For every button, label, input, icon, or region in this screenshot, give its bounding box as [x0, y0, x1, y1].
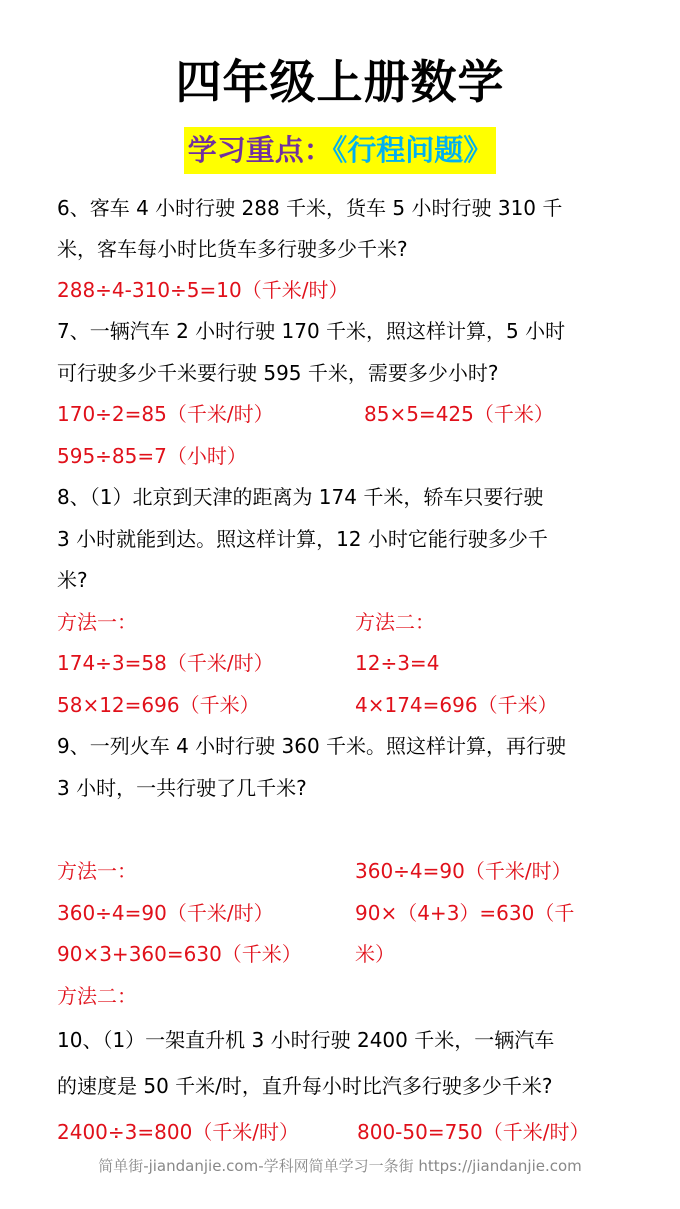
q8-text-line-1: 8、（1）北京到天津的距离为 174 千米，轿车只要行驶 [57, 485, 544, 509]
subtitle-highlight [184, 127, 497, 174]
q8-text-line-3: 米? [57, 568, 88, 592]
q9-method-1-step-2: 90×3+360=630（千米） [57, 942, 302, 966]
q7-answer-step-3: 595÷85=7（小时） [57, 444, 247, 468]
q9-method-1-step-1: 360÷4=90（千米/时） [57, 901, 274, 925]
q8-method-1-step-2: 58×12=696（千米） [57, 693, 260, 717]
q9-right-step-2: 90×（4+3）=630（千 [355, 901, 575, 925]
q9-right-step-1: 360÷4=90（千米/时） [355, 859, 572, 883]
q9-method-1-label: 方法一： [57, 859, 137, 883]
subtitle-label: 学习重点： [187, 133, 333, 167]
q10-text-line-1: 10、（1）一架直升机 3 小时行驶 2400 千米，一辆汽车 [57, 1028, 555, 1052]
q10-answer-step-1: 2400÷3=800（千米/时） [57, 1120, 300, 1144]
q8-method-1-step-1: 174÷3=58（千米/时） [57, 651, 274, 675]
q10-answer-step-2: 800-50=750（千米/时） [357, 1120, 590, 1144]
q9-right-step-3: 米） [355, 942, 395, 966]
footer-watermark: 简单街-jiandanjie.com-学科网简单学习一条街 https://jiandanjie.com [98, 1157, 582, 1175]
q8-method-1-label: 方法一： [57, 610, 137, 634]
subtitle-topic: 《行程问题》 [332, 133, 493, 167]
q7-answer-step-1: 170÷2=85（千米/时） [57, 402, 274, 426]
q10-text-line-2: 的速度是 50 千米/时，直升每小时比汽多行驶多少千米? [57, 1074, 553, 1098]
q6-text-line-1: 6、客车 4 小时行驶 288 千米，货车 5 小时行驶 310 千 [57, 196, 563, 220]
q7-text-line-2: 可行驶多少千米要行驶 595 千米，需要多少小时? [57, 361, 499, 385]
q9-text-line-2: 3 小时，一共行驶了几千米? [57, 776, 307, 800]
q6-text-line-2: 米，客车每小时比货车多行驶多少千米? [57, 237, 408, 261]
q6-answer: 288÷4-310÷5=10（千米/时） [57, 278, 349, 302]
page-title: 四年级上册数学 [175, 55, 505, 109]
q8-text-line-2: 3 小时就能到达。照这样计算，12 小时它能行驶多少千 [57, 527, 548, 551]
q7-text-line-1: 7、一辆汽车 2 小时行驶 170 千米，照这样计算，5 小时 [57, 319, 566, 343]
q9-text-line-1: 9、一列火车 4 小时行驶 360 千米。照这样计算，再行驶 [57, 734, 567, 758]
q8-method-2-step-2: 4×174=696（千米） [355, 693, 558, 717]
q7-answer-step-2: 85×5=425（千米） [364, 402, 554, 426]
q8-method-2-label: 方法二： [355, 610, 435, 634]
q8-method-2-step-1: 12÷3=4 [355, 651, 440, 675]
q9-method-2-label: 方法二： [57, 984, 137, 1008]
subtitle-banner [0, 127, 680, 174]
